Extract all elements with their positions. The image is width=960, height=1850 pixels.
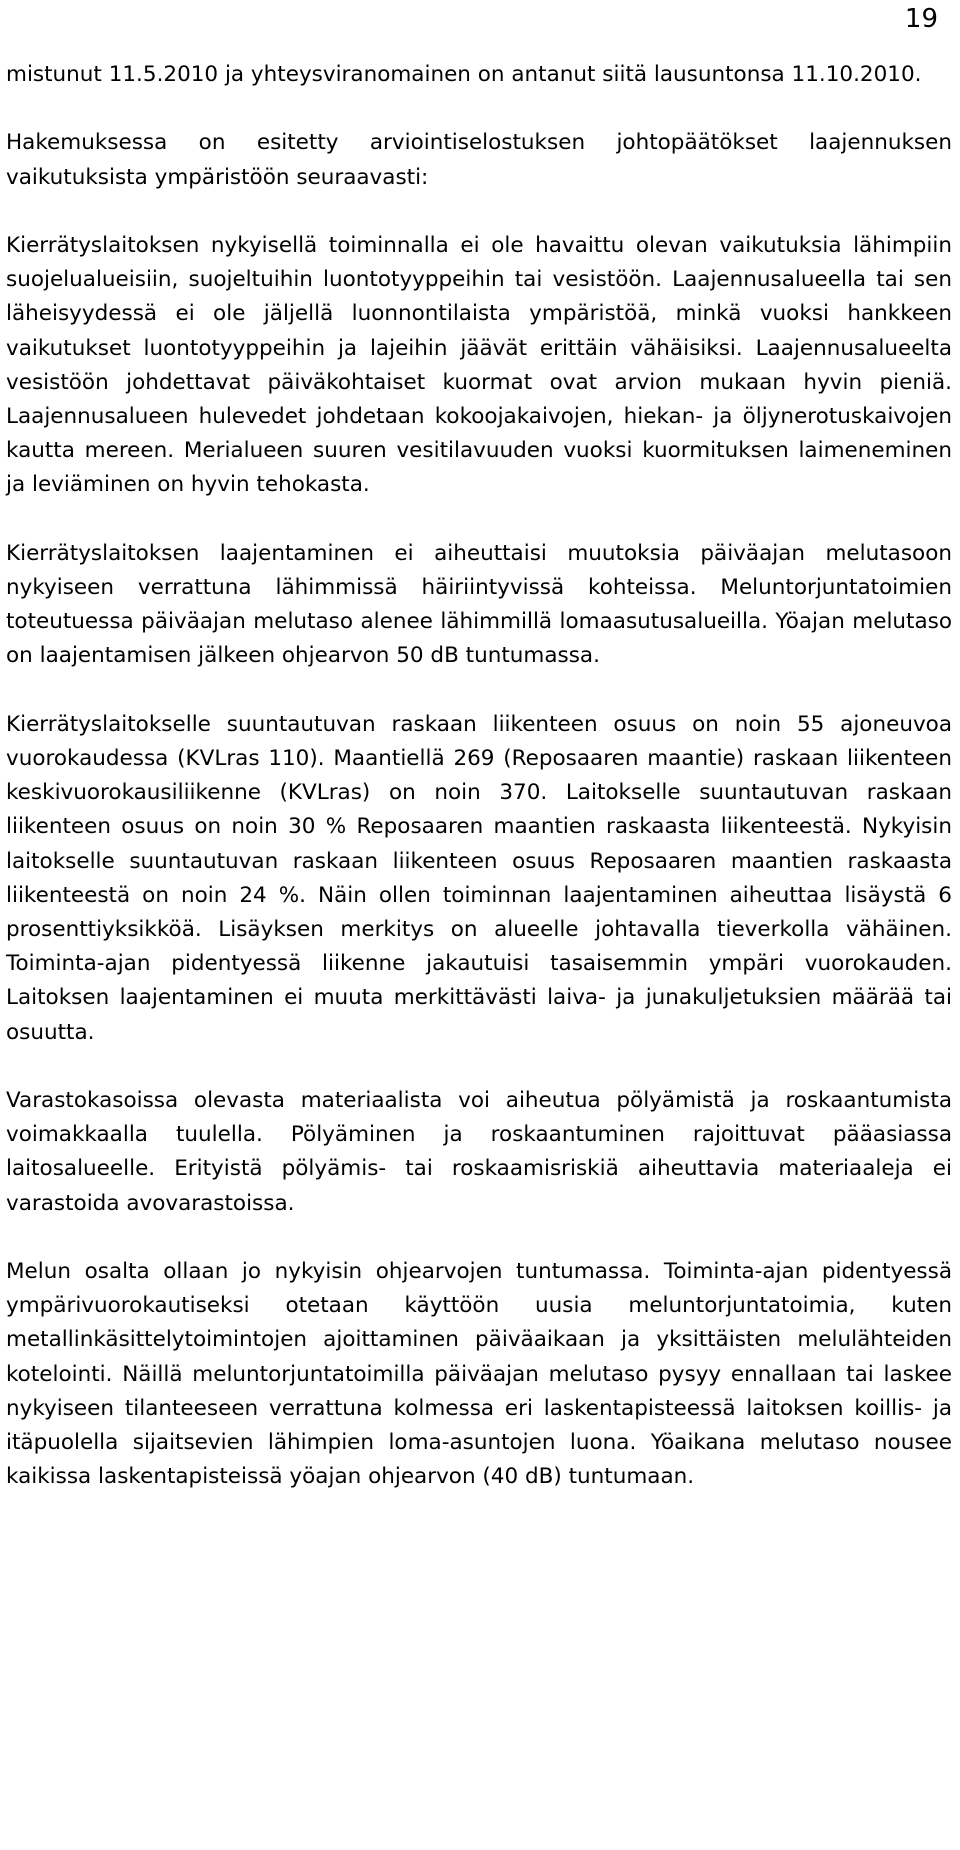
paragraph: Kierrätyslaitoksen laajentaminen ei aiheuttaisi muutoksia päiväajan melutasoon nykyiseen verrattuna lähimmissä häiriintyvissä kohteissa. Meluntorjuntatoimien toteutuessa päiväajan melutaso alenee lähimmillä lomaasutusalueilla. Yöajan melutaso on laajentamisen jälkeen ohjearvon 50 dB tuntumassa.: [6, 540, 952, 669]
paragraph: Melun osalta ollaan jo nykyisin ohjearvojen tuntumassa. Toiminta-ajan pidentyessä ympärivuorokautiseksi otetaan käyttöön uusia meluntorjuntatoimia, kuten metallinkäsittelytoimintojen ajoittaminen päiväaikaan ja yksittäisten melulähteiden kotelointi. Näillä meluntorjuntatoimilla päiväajan melutaso pysyy ennallaan tai laskee nykyiseen tilanteeseen verrattuna kolmessa eri laskentapisteessä laitoksen koillis- ja itäpuolella sijaitsevien lähimpien loma-asuntojen luona. Yöaikana melutaso nousee kaikissa laskentapisteissä yöajan ohjearvon (40 dB) tuntumaan.: [6, 1259, 952, 1490]
paragraph: Varastokasoissa olevasta materiaalista voi aiheutua pölyämistä ja roskaantumista voimakkaalla tuulella. Pölyäminen ja roskaantuminen rajoittuvat pääasiassa laitosalueelle. Erityistä pölyämis- tai roskaamisriskiä aiheuttavia materiaaleja ei varastoida avovarastoissa.: [6, 1088, 952, 1216]
paragraph: Kierrätyslaitoksen nykyisellä toiminnalla ei ole havaittu olevan vaikutuksia lähimpiin suojelualueisiin, suojeltuihin luontotyyppeihin tai vesistöön. Laajennusalueella tai sen läheisyydessä ei ole jäljellä luonnontilaista ympäristöä, minkä vuoksi hankkeen vaikutukset luontotyyppeihin ja lajeihin jäävät erittäin vähäisiksi. Laajennusalueelta vesistöön johdettavat päiväkohtaiset kuormat ovat arvion mukaan hyvin pieniä. Laajennusalueen hulevedet johdetaan kokoojakaivojen, hiekan- ja öljynerotuskaivojen kautta mereen. Merialueen suuren vesitilavuuden vuoksi kuormituksen laimeneminen ja leviäminen on hyvin tehokasta.: [6, 232, 952, 498]
paragraph: mistunut 11.5.2010 ja yhteysviranomainen on antanut siitä lausuntonsa 11.10.2010.: [6, 62, 922, 87]
page-number: 19: [904, 4, 938, 34]
document-body: [6, 58, 952, 1494]
paragraph: Hakemuksessa on esitetty arviointiselostuksen johtopäätökset laajennuksen vaikutuksista ympäristöön seuraavasti:: [6, 130, 952, 190]
paragraph: Kierrätyslaitokselle suuntautuvan raskaan liikenteen osuus on noin 55 ajoneuvoa vuorokaudessa (KVLras 110). Maantiellä 269 (Reposaaren maantie) raskaan liikenteen keskivuorokausiliikenne (KVLras) on noin 370. Laitokselle suuntautuvan raskaan liikenteen osuus on noin 30 % Reposaaren maantien raskaasta liikenteestä. Nykyisin laitokselle suuntautuvan raskaan liikenteen osuus Reposaaren maantien raskaasta liikenteestä on noin 24 %. Näin ollen toiminnan laajentaminen aiheuttaa lisäystä 6 prosenttiyksikköä. Lisäyksen merkitys on alueelle johtavalla tieverkolla vähäinen. Toiminta-ajan pidentyessä liikenne jakautuisi tasaisemmin ympäri vuorokauden. Laitoksen laajentaminen ei muuta merkittävästi laiva- ja junakuljetuksien määrää tai osuutta.: [6, 711, 952, 1045]
